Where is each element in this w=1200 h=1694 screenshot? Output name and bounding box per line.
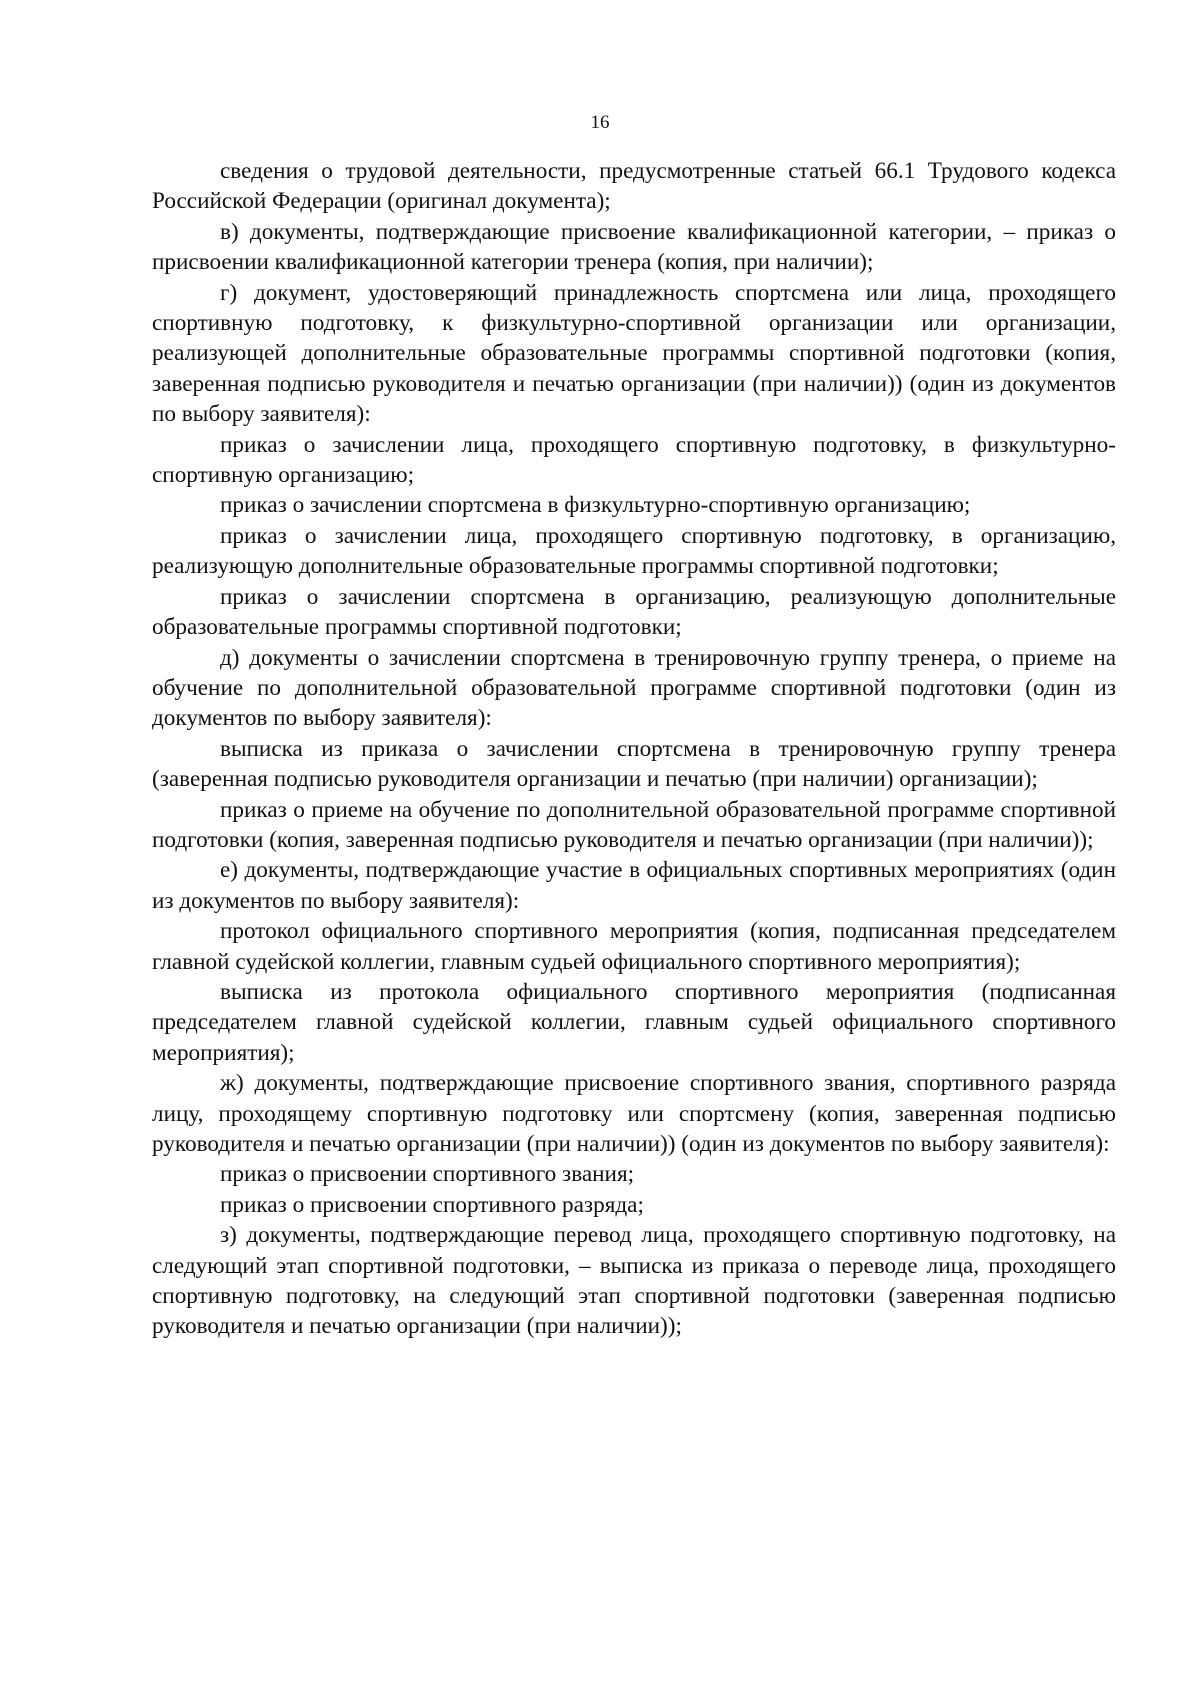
paragraph-order-enrollment-athlete-fso: приказ о зачислении спортсмена в физкультурно-спортивную организацию;: [220, 492, 971, 519]
paragraph-item-v: в) документы, подтверждающие присвоение квалификационной категории, – приказ о присвоении квалификационной категории тренера (копия, при наличии);: [152, 218, 1116, 276]
paragraph-item-d: д) документы о зачислении спортсмена в тренировочную группу тренера, о приеме на обучение по дополнительной образовательной программе спортивной подготовки (один из документов по выбору заявителя):: [152, 644, 1116, 732]
paragraph-order-sport-rank: приказ о присвоении спортивного разряда;: [220, 1191, 644, 1218]
paragraph-order-enrollment-person-org: приказ о зачислении лица, проходящего спортивную подготовку, в организацию, реализующую дополнительные образовательные программы спортивной подготовки;: [152, 522, 1116, 580]
paragraph-event-protocol: протокол официального спортивного мероприятия (копия, подписанная председателем главной судейской коллегии, главным судьей официального спортивного мероприятия);: [152, 918, 1116, 975]
paragraph-item-z: з) документы, подтверждающие перевод лица, проходящего спортивную подготовку, на следующий этап спортивной подготовки, – выписка из приказа о переводе лица, проходящего спортивную подготовку, на следующий этап спортивной подготовки (заверенная подписью руководителя и печатью организации (при наличии));: [152, 1222, 1116, 1340]
paragraph-order-admission-program: приказ о приеме на обучение по дополнительной образовательной программе спортивной подготовки (копия, заверенная подписью руководителя и печатью организации (при наличии));: [152, 796, 1116, 853]
paragraph-order-sport-title: приказ о присвоении спортивного звания;: [220, 1161, 635, 1188]
document-body: [152, 156, 1116, 1342]
paragraph-event-protocol-extract: выписка из протокола официального спортивного мероприятия (подписанная председателем главной судейской коллегии, главным судьей официального спортивного мероприятия);: [152, 978, 1116, 1066]
paragraph-item-zh: ж) документы, подтверждающие присвоение спортивного звания, спортивного разряда лицу, проходящему спортивную подготовку или спортсмену (копия, заверенная подписью руководителя и печатью организации (при наличии)) (один из документов по выбору заявителя):: [152, 1070, 1116, 1157]
paragraph-order-enrollment-athlete-org: приказ о зачислении спортсмена в организацию, реализующую дополнительные образовательные программы спортивной подготовки;: [152, 583, 1116, 641]
paragraph-extract-training-group: выписка из приказа о зачислении спортсмена в тренировочную группу тренера (заверенная подписью руководителя организации и печатью (при наличии) организации);: [152, 735, 1116, 793]
paragraph-order-enrollment-person-fso: приказ о зачислении лица, проходящего спортивную подготовку, в физкультурно-спортивную организацию;: [152, 431, 1116, 489]
page-number: 16: [590, 112, 610, 133]
paragraph-item-e: е) документы, подтверждающие участие в официальных спортивных мероприятиях (один из документов по выбору заявителя):: [152, 857, 1116, 914]
paragraph-employment-records: сведения о трудовой деятельности, предусмотренные статьей 66.1 Трудового кодекса Российской Федерации (оригинал документа);: [152, 158, 1116, 215]
paragraph-item-g: г) документ, удостоверяющий принадлежность спортсмена или лица, проходящего спортивную подготовку, к физкультурно-спортивной организации или организации, реализующей дополнительные образовательные программы спортивной подготовки (копия, заверенная подписью руководителя и печатью организации (при наличии)) (один из документов по выбору заявителя):: [152, 279, 1116, 428]
